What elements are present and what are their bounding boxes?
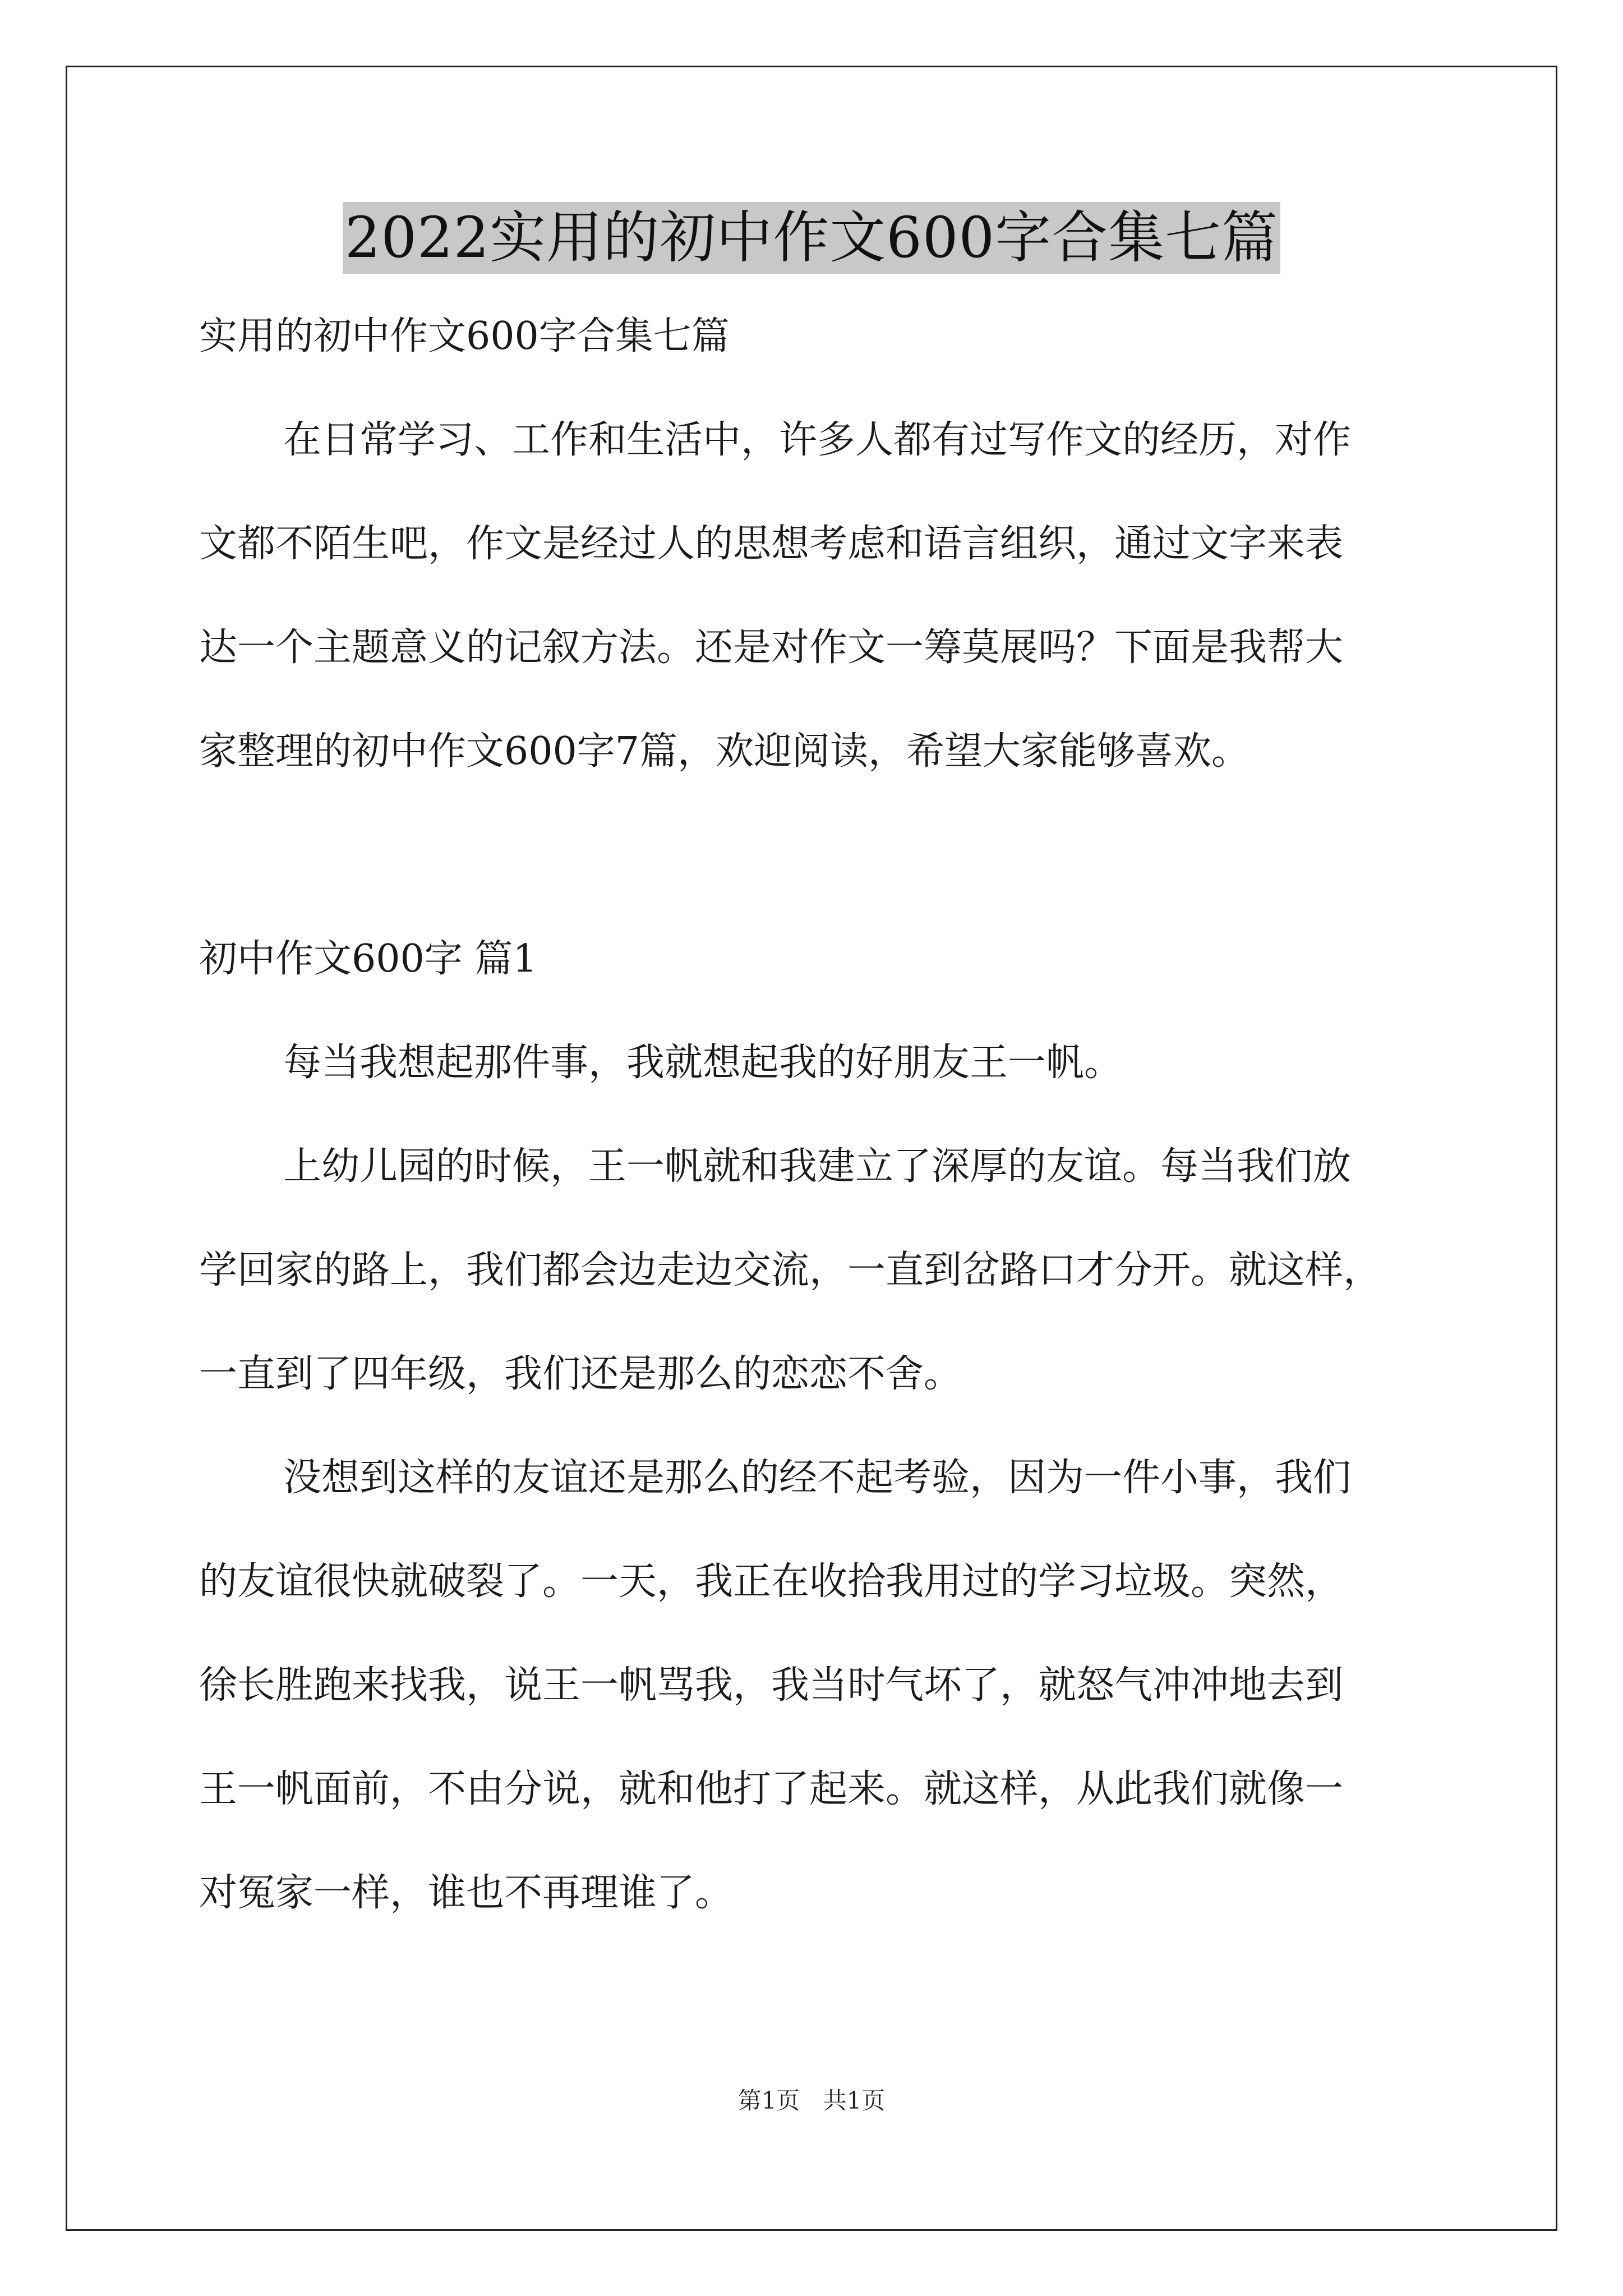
paragraph-line: 对冤家一样，谁也不再理谁了。 bbox=[199, 1871, 734, 1915]
subtitle: 实用的初中作文600字合集七篇 bbox=[199, 314, 730, 358]
page-total: 共1页 bbox=[823, 2087, 886, 2114]
intro-line: 家整理的初中作文600字7篇，欢迎阅读，希望大家能够喜欢。 bbox=[199, 729, 1250, 774]
paragraph-line: 没想到这样的友谊还是那么的经不起考验，因为一件小事，我们 bbox=[283, 1456, 1352, 1500]
paragraph-line: 的友谊很快就破裂了。一天，我正在收拾我用过的学习垃圾。突然， bbox=[199, 1559, 1344, 1604]
paragraph-line: 上幼儿园的时候，王一帆就和我建立了深厚的友谊。每当我们放 bbox=[283, 1144, 1352, 1189]
page-number: 第1页 bbox=[737, 2087, 800, 2114]
intro-line: 文都不陌生吧，作文是经过人的思想考虑和语言组织，通过文字来表 bbox=[199, 522, 1344, 566]
paragraph-line: 王一帆面前，不由分说，就和他打了起来。就这样，从此我们就像一 bbox=[199, 1767, 1344, 1811]
paragraph-line: 每当我想起那件事，我就想起我的好朋友王一帆。 bbox=[283, 1041, 1123, 1085]
paragraph-line: 一直到了四年级，我们还是那么的恋恋不舍。 bbox=[199, 1352, 962, 1396]
paragraph-line: 徐长胜跑来找我，说王一帆骂我，我当时气坏了，就怒气冲冲地去到 bbox=[199, 1663, 1344, 1708]
paragraph-line: 学回家的路上，我们都会边走边交流，一直到岔路口才分开。就这样， bbox=[199, 1248, 1382, 1292]
intro-line: 在日常学习、工作和生活中，许多人都有过写作文的经历，对作 bbox=[283, 418, 1352, 462]
title-container bbox=[0, 202, 1623, 274]
document-title: 2022实用的初中作文600字合集七篇 bbox=[343, 202, 1280, 274]
page-footer bbox=[0, 2087, 1623, 2115]
section-heading: 初中作文600字 篇1 bbox=[199, 937, 537, 981]
intro-line: 达一个主题意义的记叙方法。还是对作文一筹莫展吗？下面是我帮大 bbox=[199, 625, 1344, 670]
